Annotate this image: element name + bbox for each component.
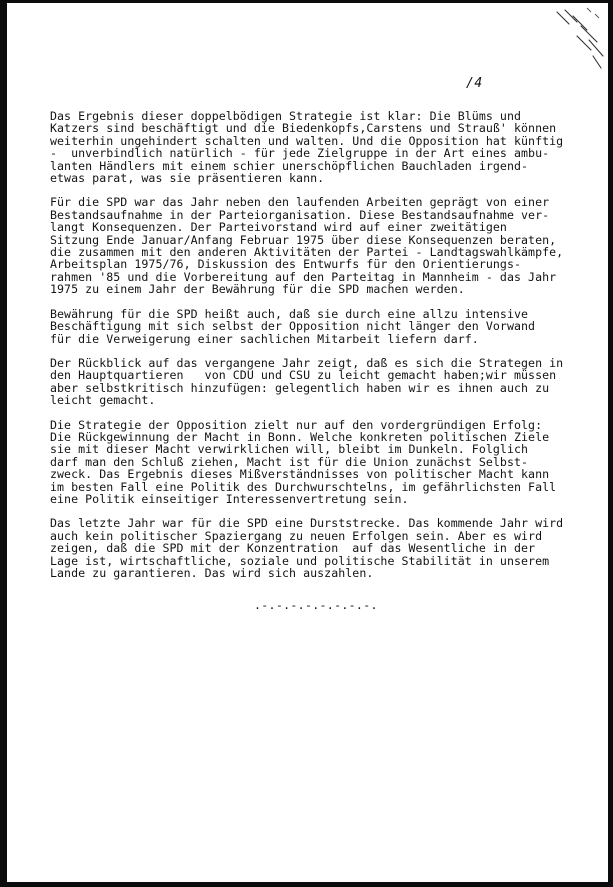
text-line: - unverbindlich natürlich - für jede Zielgruppe in der Art eines ambu-: [50, 146, 550, 161]
text-line: Der Rückblick auf das vergangene Jahr zeigt, daß es sich die Strategen in: [50, 355, 564, 370]
scan-marks-icon: [547, 6, 607, 76]
paragraph-1: [50, 110, 578, 184]
text-line: für die Verweigerung einer sachlichen Mitarbeit liefern darf.: [50, 331, 479, 346]
text-line: den Hauptquartieren von CDU und CSU zu leicht gemacht haben;wir müssen: [50, 368, 557, 383]
text-line: Arbeitsplan 1975/76, Diskussion des Entwurfs für den Orientierungs-: [50, 257, 522, 272]
text-line: Die Rückgewinnung der Macht in Bonn. Welche konkreten politischen Ziele: [50, 429, 550, 444]
text-line: sie mit dieser Macht verwirklichen will, bleibt im Dunkeln. Folglich: [50, 442, 529, 457]
paragraph-3: [50, 308, 578, 345]
paragraph-2: [50, 196, 578, 295]
text-line: aber selbstkritisch hinzufügen: gelegentlich haben wir es ihnen auch zu: [50, 380, 550, 395]
text-line: eine Politik einseitiger Interessenvertretung sein.: [50, 491, 409, 506]
text-line: Das Ergebnis dieser doppelbödigen Strategie ist klar: Die Blüms und: [50, 109, 522, 123]
paragraph-6: [50, 517, 578, 579]
text-line: zeigen, daß die SPD mit der Konzentration auf das Wesentliche in der: [50, 541, 536, 556]
text-line: weiterhin ungehindert schalten und walten. Und die Opposition hat künftig: [50, 133, 564, 148]
document-body: [50, 110, 578, 591]
text-line: 1975 zu einem Jahr der Bewährung für die SPD machen werden.: [50, 282, 465, 297]
text-line: leicht gemacht.: [50, 393, 156, 408]
text-line: auch kein politischer Spaziergang zu neuen Erfolgen sein. Aber es wird: [50, 528, 543, 543]
text-line: Lage ist, wirtschaftliche, soziale und politische Stabilität in unserem: [50, 553, 550, 568]
page-number: /4: [466, 76, 483, 91]
text-line: langt Konsequenzen. Der Parteivorstand wird auf einer zweitätigen: [50, 220, 507, 235]
paragraph-5: [50, 419, 578, 506]
text-line: Die Strategie der Opposition zielt nur auf den vordergründigen Erfolg:: [50, 417, 543, 432]
end-ornament: .-.-.-.-.-.-.-.-.: [254, 598, 378, 612]
text-line: Beschäftigung mit sich selbst der Opposition nicht länger den Vorwand: [50, 319, 536, 334]
text-line: etwas parat, was sie präsentieren kann.: [50, 171, 325, 186]
text-line: Bewährung für die SPD heißt auch, daß sie durch eine allzu intensive: [50, 306, 529, 321]
text-line: Bestandsaufnahme in der Parteiorganisation. Diese Bestandsaufnahme ver-: [50, 207, 550, 222]
text-line: zweck. Das Ergebnis dieses Mißverständnisses von politischer Macht kann: [50, 467, 550, 482]
text-line: die zusammen mit den anderen Aktivitäten der Partei - Landtagswahlkämpfe,: [50, 245, 564, 260]
text-line: Katzers sind beschäftigt und die Biedenkopfs,Carstens und Strauß' können: [50, 121, 557, 136]
paragraph-4: [50, 357, 578, 407]
text-line: darf man den Schluß ziehen, Macht ist für die Union zunächst Selbst-: [50, 454, 529, 469]
text-line: rahmen '85 und die Vorbereitung auf den Parteitag in Mannheim - das Jahr: [50, 269, 557, 284]
text-line: Lande zu garantieren. Das wird sich auszahlen.: [50, 566, 374, 580]
text-line: Das letzte Jahr war für die SPD eine Durststrecke. Das kommende Jahr wird: [50, 516, 564, 531]
text-line: im besten Fall eine Politik des Durchwurschtelns, im gefährlichsten Fall: [50, 479, 557, 494]
text-line: Für die SPD war das Jahr neben den laufenden Arbeiten geprägt von einer: [50, 195, 550, 210]
text-line: lanten Händlers mit einem schier unerschöpflichen Bauchladen irgend-: [50, 158, 529, 173]
text-line: Sitzung Ende Januar/Anfang Februar 1975 über diese Konsequenzen beraten,: [50, 232, 557, 247]
